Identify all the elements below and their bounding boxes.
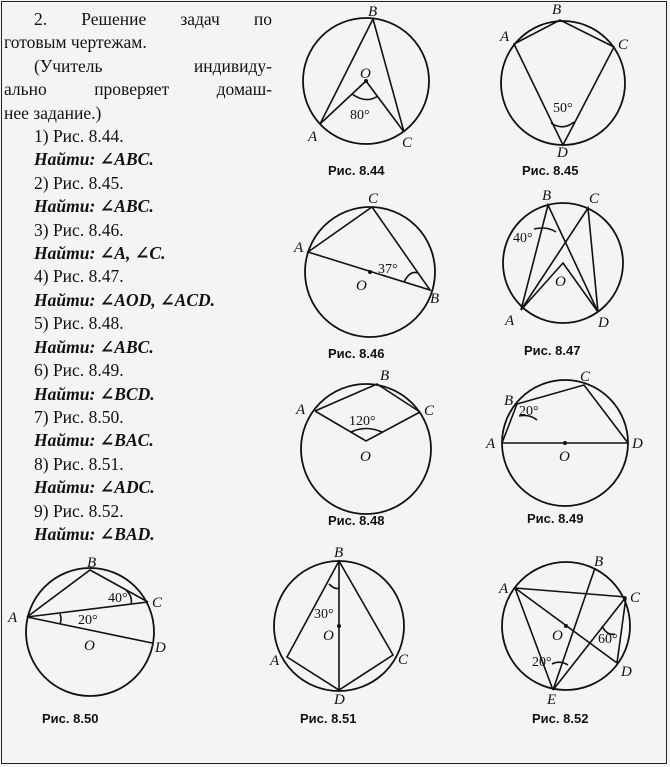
task-9-find: Найти: ∠BAD. (34, 523, 155, 544)
task-6-find: Найти: ∠BCD. (34, 383, 155, 404)
label-a: A (505, 313, 515, 329)
figure-caption: Рис. 8.51 (300, 711, 357, 726)
task-1-ref: 1) Рис. 8.44. (34, 126, 124, 147)
label-b: B (504, 393, 514, 409)
label-o: O (323, 628, 334, 644)
figure-8-47 (503, 188, 623, 358)
label-b: B (552, 2, 562, 18)
chord-ae (515, 588, 553, 690)
task-7-find: Найти: ∠BAC. (34, 430, 154, 451)
triangle (308, 207, 430, 290)
task-2-ref: 2) Рис. 8.45. (34, 172, 124, 193)
angle-arc (534, 228, 556, 232)
angle-value: 80° (350, 108, 370, 123)
angle-value: 20° (519, 404, 539, 419)
label-c: C (152, 595, 163, 611)
label-c: C (589, 191, 600, 207)
label-c: C (402, 135, 413, 151)
figure-8-44 (303, 4, 429, 178)
center-point (563, 441, 567, 445)
label-a: A (270, 653, 280, 669)
task-6-ref: 6) Рис. 8.49. (34, 360, 124, 381)
figure-8-50 (7, 555, 166, 726)
label-e: E (547, 692, 557, 708)
task-4-ref: 4) Рис. 8.47. (34, 266, 124, 287)
label-d: D (632, 436, 643, 452)
circle (26, 568, 154, 696)
task-4-find: Найти: ∠AOD, ∠ACD. (34, 289, 216, 310)
angle-arc (329, 584, 339, 589)
angle-arc (351, 429, 382, 433)
figure-caption: Рис. 8.45 (522, 163, 579, 178)
label-o: O (360, 449, 371, 465)
label-b: B (334, 545, 344, 561)
figure-caption: Рис. 8.52 (532, 711, 589, 726)
figure-caption: Рис. 8.50 (42, 711, 99, 726)
angle-arc (404, 272, 418, 282)
label-b: B (542, 188, 552, 204)
label-d: D (621, 664, 632, 680)
label-a: A (500, 29, 510, 45)
teacher-note-end: нее задание.) (4, 102, 102, 123)
label-o: O (559, 449, 570, 465)
figure-caption: Рис. 8.47 (524, 343, 581, 358)
label-c: C (424, 403, 435, 419)
label-d: D (155, 640, 166, 656)
angle-value: 30° (314, 607, 334, 622)
angle-value-c: 40° (108, 591, 128, 606)
figure-8-49 (485, 369, 643, 526)
inscribed-angle (315, 384, 420, 412)
angle-value: 37° (378, 262, 398, 277)
angle-value-c: 60° (598, 632, 618, 647)
label-b: B (594, 554, 604, 570)
label-a: A (499, 581, 509, 597)
teacher-note: (Учитель индивиду- (34, 55, 272, 76)
label-o: O (84, 638, 95, 654)
label-c: C (630, 590, 641, 606)
label-b: B (380, 368, 390, 384)
figure-caption: Рис. 8.46 (328, 346, 385, 361)
angle-value: 50° (553, 101, 573, 116)
label-o: O (555, 274, 566, 290)
figure-8-45 (499, 2, 629, 178)
label-c: C (398, 652, 409, 668)
label-b: B (430, 291, 440, 307)
center-point (368, 270, 372, 274)
label-d: D (334, 692, 345, 708)
label-o: O (552, 628, 563, 644)
label-a: A (308, 129, 318, 145)
label-d: D (598, 315, 609, 331)
angle-value-e: 20° (532, 655, 552, 670)
label-a: A (8, 610, 18, 626)
label-b: B (368, 4, 378, 20)
task-8-ref: 8) Рис. 8.51. (34, 453, 124, 474)
label-a: A (294, 240, 304, 256)
label-a: A (296, 402, 306, 418)
label-c: C (368, 191, 379, 207)
figure-8-52 (498, 554, 641, 726)
task-1-find: Найти: ∠ABC. (34, 149, 154, 170)
chord-ac (515, 588, 626, 597)
task-5-ref: 5) Рис. 8.48. (34, 313, 124, 334)
label-o: O (356, 278, 367, 294)
figure-8-48 (295, 368, 435, 528)
figure-caption: Рис. 8.48 (328, 513, 385, 528)
task-3-find: Найти: ∠A, ∠C. (34, 243, 166, 264)
label-c: C (618, 37, 629, 53)
teacher-note-cont: ально проверяет домаш- (4, 79, 272, 100)
figure-caption: Рис. 8.49 (527, 511, 584, 526)
angle-arc-e (552, 662, 568, 665)
label-o: O (360, 66, 371, 82)
center-point (564, 624, 568, 628)
figure-caption: Рис. 8.44 (328, 163, 385, 178)
label-c: C (580, 369, 591, 385)
angle-value-a: 20° (78, 613, 98, 628)
task-7-ref: 7) Рис. 8.50. (34, 406, 124, 427)
item-2-heading-cont: готовым чертежам. (4, 32, 147, 53)
angle-value: 120° (349, 414, 376, 429)
task-5-find: Найти: ∠ABC. (34, 336, 154, 357)
center-point (337, 624, 341, 628)
task-2-find: Найти: ∠ABC. (34, 196, 154, 217)
figure-8-51 (269, 545, 409, 726)
angle-arc (352, 94, 378, 100)
task-8-find: Найти: ∠ADC. (34, 477, 155, 498)
angle-value: 40° (513, 231, 533, 246)
label-d: D (557, 145, 568, 161)
item-2-heading: 2. Решение задач по (34, 9, 272, 29)
figure-8-46 (293, 191, 439, 361)
task-9-ref: 9) Рис. 8.52. (34, 500, 124, 521)
label-b: B (87, 555, 97, 571)
task-3-ref: 3) Рис. 8.46. (34, 219, 124, 240)
angle-arc-a (60, 614, 61, 624)
label-a: A (486, 436, 496, 452)
